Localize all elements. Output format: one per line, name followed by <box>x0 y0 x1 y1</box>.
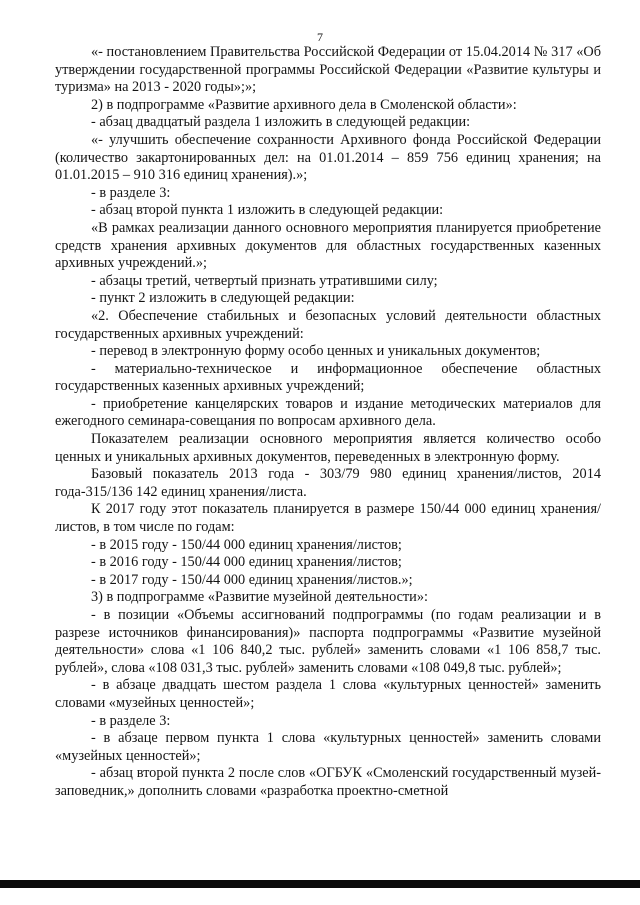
paragraph: - пункт 2 изложить в следующей редакции: <box>91 290 355 307</box>
paragraph: «- улучшить обеспечение сохранности Архивного фонда Российской Федерации (количество закартонированных дел: на 01.01.2014 – 859 756 единиц хранения; на 01.01.2015 – 910 316 единиц хранения).»; <box>55 131 601 184</box>
document-body <box>55 44 601 801</box>
paragraph: Базовый показатель 2013 года - 303/79 980 единиц хранения/листов, 2014 года-315/136 142 единиц хранения/листа. <box>55 466 601 500</box>
paragraph: - абзац двадцатый раздела 1 изложить в следующей редакции: <box>91 114 471 131</box>
paragraph: - абзац второй пункта 1 изложить в следующей редакции: <box>91 202 444 219</box>
paragraph: - в позиции «Объемы ассигнований подпрограммы (по годам реализации и в разрезе источников финансирования)» паспорта подпрограммы «Развитие музейной деятельности» слова «1 106 840,2 тыс. рублей» заменить словами «1 106 858,7 тыс. рублей», слова «108 031,3 тыс. рублей» заменить словами «108 049,8 тыс. рублей»; <box>55 607 601 676</box>
paragraph: - в абзаце двадцать шестом раздела 1 слова «культурных ценностей» заменить словами «музейных ценностей»; <box>55 677 601 711</box>
paragraph: - в 2015 году - 150/44 000 единиц хранения/листов; <box>91 536 402 553</box>
paragraph: - в разделе 3: <box>91 712 171 729</box>
paragraph: «- постановлением Правительства Российской Федерации от 15.04.2014 № 317 «Об утверждении государственной программы Российской Федерации «Развитие культуры и туризма» на 2013 - 2020 годы»;»; <box>55 44 601 96</box>
paragraph: - в 2017 году - 150/44 000 единиц хранения/листов.»; <box>91 571 413 588</box>
paragraph: К 2017 году этот показатель планируется в размере 150/44 000 единиц хранения/листов, в том числе по годам: <box>55 501 601 536</box>
paragraph: - приобретение канцелярских товаров и издание методических материалов для ежегодного семинара-совещания по вопросам архивного дела. <box>55 395 601 430</box>
paragraph: - в 2016 году - 150/44 000 единиц хранения/листов; <box>91 554 402 571</box>
bottom-rule <box>0 880 640 888</box>
paragraph: - абзац второй пункта 2 после слов «ОГБУК «Смоленский государственный музей-заповедник,» дополнить словами «разработка проектно-сметной <box>55 765 601 799</box>
paragraph: - в абзаце первом пункта 1 слова «культурных ценностей» заменить словами «музейных ценностей»; <box>55 730 601 764</box>
paragraph: 3) в подпрограмме «Развитие музейной деятельности»: <box>91 589 428 606</box>
paragraph: - в разделе 3: <box>91 184 171 201</box>
page-number: 7 <box>317 30 323 44</box>
paragraph: «2. Обеспечение стабильных и безопасных условий деятельности областных государственных архивных учреждений: <box>55 307 601 342</box>
paragraph: - абзацы третий, четвертый признать утратившими силу; <box>91 272 438 289</box>
paragraph: Показателем реализации основного мероприятия является количество особо ценных и уникальных архивных документов, переведенных в электронную форму. <box>55 431 601 465</box>
paragraph: 2) в подпрограмме «Развитие архивного дела в Смоленской области»: <box>91 96 517 113</box>
paragraph: «В рамках реализации данного основного мероприятия планируется приобретение средств хранения архивных документов для областных государственных казенных архивных учреждений.»; <box>55 219 601 272</box>
paragraph: - перевод в электронную форму особо ценных и уникальных документов; <box>91 343 541 360</box>
paragraph: - материально-техническое и информационное обеспечение областных государственных казенных архивных учреждений; <box>55 360 601 395</box>
